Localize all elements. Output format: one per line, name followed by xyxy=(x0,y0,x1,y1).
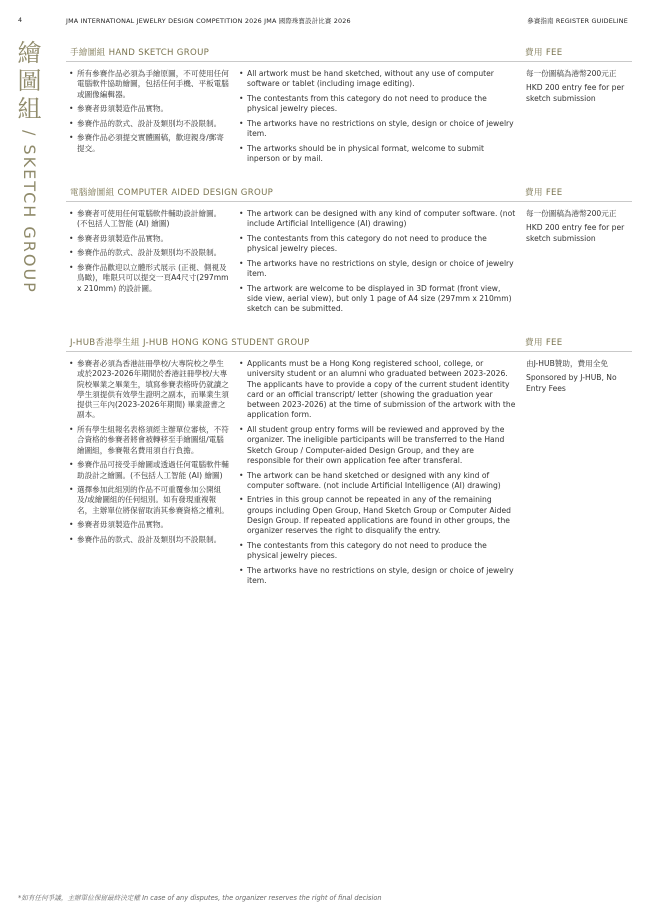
fee-cjk: 每一份圖稿為港幣200元正 xyxy=(526,209,617,218)
list-item: • 參賽者毋須製造作品實物。 xyxy=(68,104,230,114)
section-header xyxy=(66,44,632,62)
fee-label: 費用 FEE xyxy=(525,48,563,58)
list-item: • 參賽作品的款式、設計及類別均不設限制。 xyxy=(68,119,230,129)
list-item: • 參賽作品的款式、設計及類別均不設限制。 xyxy=(68,535,230,545)
list-item: • The contestants from this category do not need to produce the physical jewelry pieces. xyxy=(238,541,516,562)
section-jhub-student xyxy=(66,334,632,586)
rules-en xyxy=(238,359,516,591)
list-item: • 參賽者可使用任何電腦軟件輔助設計繪圖。(不包括人工智能 (AI) 繪圖) xyxy=(68,209,230,230)
list-item: • The artwork can be hand sketched or designed with any kind of computer software. (not include Artificial Intelligence (AI) drawing) xyxy=(238,471,516,492)
rules-en xyxy=(238,209,516,319)
page-header xyxy=(0,16,650,30)
document-title: JMA INTERNATIONAL JEWELRY DESIGN COMPETITION 2026 JMA 國際珠寶設計比賽 2026 xyxy=(66,17,351,25)
list-item: • 參賽作品可接受手繪圖或透過任何電腦軟件輔助設計之繪圖。(不包括人工智能 (AI) 繪圖) xyxy=(68,460,230,481)
list-item: • 參賽者毋須製造作品實物。 xyxy=(68,234,230,244)
rules-cjk xyxy=(68,69,230,158)
section-title: J-HUB香港學生組 J-HUB HONG KONG STUDENT GROUP xyxy=(70,338,310,348)
fee-cjk: 由J-HUB贊助，費用全免 xyxy=(526,359,608,368)
section-computer-aided xyxy=(66,184,632,314)
list-item: • 所有參賽作品必須為手繪原圖，不可使用任何電腦軟件協助繪圖，包括任何手機、平板電腦或圖像編輯器。 xyxy=(68,69,230,100)
section-header xyxy=(66,334,632,352)
list-item: • Applicants must be a Hong Kong registered school, college, or university student or an alumni who graduated between 2023-2026. The applicants have to provide a copy of the current student identity card or an official transcript/ letter (showing the graduation year between 2023-2026) at the time of submission of the artwork with the application form. xyxy=(238,359,516,421)
list-item: • 參賽者必須為香港註冊學校/大專院校之學生或於2023-2026年期間於香港註冊學校/大專院校畢業之畢業生，填寫參賽表格時仍就讀之學生須提供有效學生證明之副本，而畢業生須提供三年內(2023-2026年期間) 畢業證書之副本。 xyxy=(68,359,230,421)
section-header xyxy=(66,184,632,202)
section-title: 手繪圖組 HAND SKETCH GROUP xyxy=(70,48,210,58)
fee-details xyxy=(526,69,630,108)
list-item: • 所有學生組報名表格須經主辦單位審核，不符合資格的參賽者將會被轉移至手繪圖組/電腦繪圖組，參賽報名費用須自行負擔。 xyxy=(68,425,230,456)
fee-details xyxy=(526,359,630,398)
section-title: 電腦繪圖組 COMPUTER AIDED DESIGN GROUP xyxy=(70,188,274,198)
list-item: • 參賽者毋須製造作品實物。 xyxy=(68,520,230,530)
page-number: 4 xyxy=(18,16,23,24)
rules-cjk xyxy=(68,209,230,298)
fee-details xyxy=(526,209,630,248)
rules-en xyxy=(238,69,516,169)
fee-en: HKD 200 entry fee for per sketch submission xyxy=(526,223,625,243)
footer-note: *如有任何爭議，主辦單位保留最終決定權 In case of any disputes, the organizer reserves the right of final decision xyxy=(18,894,382,902)
side-title xyxy=(14,40,48,294)
list-item: • 參賽作品必須提交實體圖稿，歡迎親身/郵寄提交。 xyxy=(68,133,230,154)
fee-label: 費用 FEE xyxy=(525,338,563,348)
list-item: • Entries in this group cannot be repeated in any of the remaining groups including Open Group, Hand Sketch Group or Computer Aided Design Group. If repeated applications are found in other groups, the organizer reserves the right to disqualify the entry. xyxy=(238,495,516,536)
list-item: • The artwork are welcome to be displayed in 3D format (front view, side view, aerial view), but only 1 page of A4 size (297mm x 210mm) sketch can be submitted. xyxy=(238,284,516,315)
list-item: • The artworks have no restrictions on style, design or choice of jewelry item. xyxy=(238,259,516,280)
list-item: • 選擇參加此組別的作品不可重覆參加公開組及/或繪圖組的任何組別。如有發現重複報名，主辦單位將保留取消其參賽資格之權利。 xyxy=(68,485,230,516)
fee-label: 費用 FEE xyxy=(525,188,563,198)
list-item: • All student group entry forms will be reviewed and approved by the organizer. The ineligible participants will be transferred to the Hand Sketch Group / Computer-aided Design Group, and they are responsible for their own application fee after transferal. xyxy=(238,425,516,466)
list-item: • 參賽作品歡迎以立體形式展示 (正視、側視及鳥瞰)，唯限只可以提交一頁A4尺寸(297mm x 210mm) 的設計圖。 xyxy=(68,263,230,294)
list-item: • The contestants from this category do not need to produce the physical jewelry pieces. xyxy=(238,234,516,255)
section-hand-sketch xyxy=(66,44,632,163)
fee-cjk: 每一份圖稿為港幣200元正 xyxy=(526,69,617,78)
list-item: • 參賽作品的款式、設計及類別均不設限制。 xyxy=(68,248,230,258)
list-item: • The artwork can be designed with any kind of computer software. (not include Artificial Intelligence (AI) drawing) xyxy=(238,209,516,230)
list-item: • All artwork must be hand sketched, without any use of computer software or tablet (including image editing). xyxy=(238,69,516,90)
guide-label: 參賽指南 REGISTER GUIDELINE xyxy=(527,17,628,25)
side-title-cjk: 繪圖組 xyxy=(13,40,41,124)
rules-cjk xyxy=(68,359,230,550)
side-title-en: / SKETCH GROUP xyxy=(20,130,39,294)
list-item: • The contestants from this category do not need to produce the physical jewelry pieces. xyxy=(238,94,516,115)
list-item: • The artworks have no restrictions on style, design or choice of jewelry item. xyxy=(238,566,516,587)
fee-en: HKD 200 entry fee for per sketch submission xyxy=(526,83,625,103)
fee-en: Sponsored by J-HUB, No Entry Fees xyxy=(526,373,617,393)
list-item: • The artworks have no restrictions on style, design or choice of jewelry item. xyxy=(238,119,516,140)
list-item: • The artworks should be in physical format, welcome to submit inperson or by mail. xyxy=(238,144,516,165)
